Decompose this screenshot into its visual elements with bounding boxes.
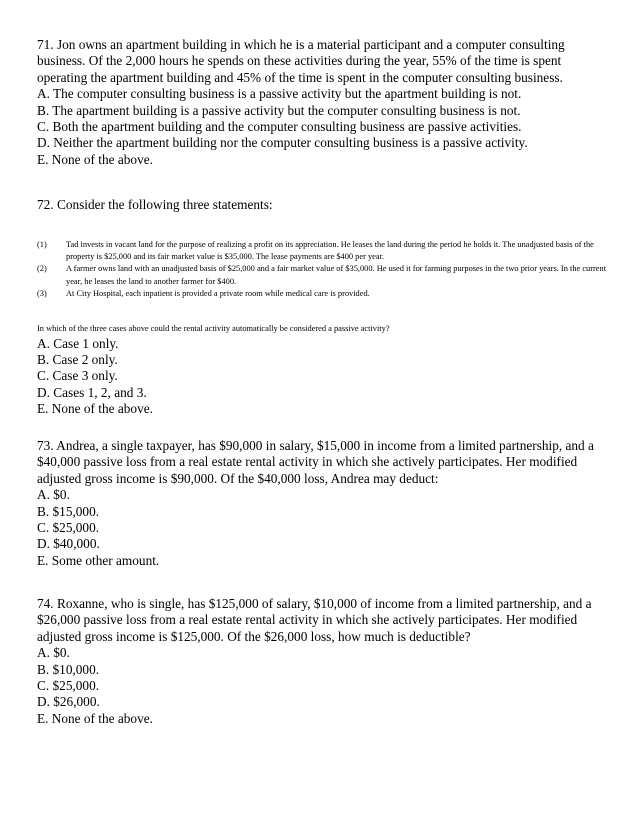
case-number: (2) bbox=[37, 264, 47, 274]
question-72-options bbox=[37, 336, 607, 417]
question-73-option-e: E. Some other amount. bbox=[37, 552, 160, 568]
question-72-option-b: B. Case 2 only. bbox=[37, 352, 118, 368]
question-74-option-b: B. $10,000. bbox=[37, 661, 100, 677]
question-71-option-a: A. The computer consulting business is a passive activity but the apartment building is not. bbox=[37, 86, 522, 102]
question-72 bbox=[37, 197, 607, 213]
question-74-option-a: A. $0. bbox=[37, 645, 70, 661]
question-72-prompt: In which of the three cases above could the rental activity automatically be considered a passive activity? bbox=[37, 324, 390, 333]
question-72-option-e: E. None of the above. bbox=[37, 400, 153, 416]
question-74-option-c: C. $25,000. bbox=[37, 678, 100, 694]
question-71 bbox=[37, 37, 607, 168]
question-73 bbox=[37, 438, 607, 569]
question-71-stem: 71. Jon owns an apartment building in which he is a material participant and a computer consulting business. Of the 2,000 hours he spends on these activities during the year, 55% of the time is spent operating the apartment building and 45% of the time is spent in the computer consulting business. bbox=[37, 37, 565, 85]
question-74-option-d: D. $26,000. bbox=[37, 694, 100, 710]
question-74-option-e: E. None of the above. bbox=[37, 710, 153, 726]
question-74 bbox=[37, 596, 607, 727]
question-71-option-d: D. Neither the apartment building nor the computer consulting business is a passive activity. bbox=[37, 135, 528, 151]
question-73-option-d: D. $40,000. bbox=[37, 536, 100, 552]
case-number: (1) bbox=[37, 240, 47, 249]
question-71-option-c: C. Both the apartment building and the computer consulting business are passive activities. bbox=[37, 119, 522, 135]
case-text: Tad invests in vacant land for the purpose of realizing a profit on its appreciation. He leases the land during the period he holds it. The unadjusted basis of the property is $25,000 and its fair market value is $35,000. The lease payments are $400 per year. bbox=[66, 240, 594, 262]
case-text: A farmer owns land with an unadjusted basis of $25,000 and a fair market value of $35,000. He used it for farming purposes in the two prior years. In the current year, he leases the land to another farmer for $400. bbox=[66, 264, 607, 286]
question-72-cases bbox=[37, 239, 607, 300]
case-text: At City Hospital, each inpatient is provided a private room while medical care is provided. bbox=[66, 288, 370, 298]
question-72-option-a: A. Case 1 only. bbox=[37, 336, 119, 351]
case-item-3 bbox=[37, 288, 607, 300]
question-73-option-c: C. $25,000. bbox=[37, 520, 100, 536]
question-73-stem: 73. Andrea, a single taxpayer, has $90,000 in salary, $15,000 in income from a limited partnership, and a $40,000 passive loss from a real estate rental activity in which she actively participates. Her modified adjusted gross income is $90,000. Of the $40,000 loss, Andrea may deduct: bbox=[37, 438, 594, 486]
question-72-option-c: C. Case 3 only. bbox=[37, 368, 118, 384]
question-71-option-b: B. The apartment building is a passive activity but the computer consulting business is not. bbox=[37, 102, 521, 118]
case-item-2 bbox=[37, 263, 607, 287]
question-73-option-b: B. $15,000. bbox=[37, 503, 100, 519]
question-72-stem: 72. Consider the following three statements: bbox=[37, 197, 273, 212]
case-item-1 bbox=[37, 239, 607, 263]
question-74-stem: 74. Roxanne, who is single, has $125,000 of salary, $10,000 of income from a limited partnership, and a $26,000 passive loss from a real estate rental activity in which she actively participates. Her modified adjusted gross income is $125,000. Of the $26,000 loss, how much is deductible? bbox=[37, 596, 592, 644]
question-71-option-e: E. None of the above. bbox=[37, 151, 153, 167]
question-73-option-a: A. $0. bbox=[37, 487, 70, 503]
question-72-option-d: D. Cases 1, 2, and 3. bbox=[37, 384, 147, 400]
case-number: (3) bbox=[37, 288, 47, 298]
